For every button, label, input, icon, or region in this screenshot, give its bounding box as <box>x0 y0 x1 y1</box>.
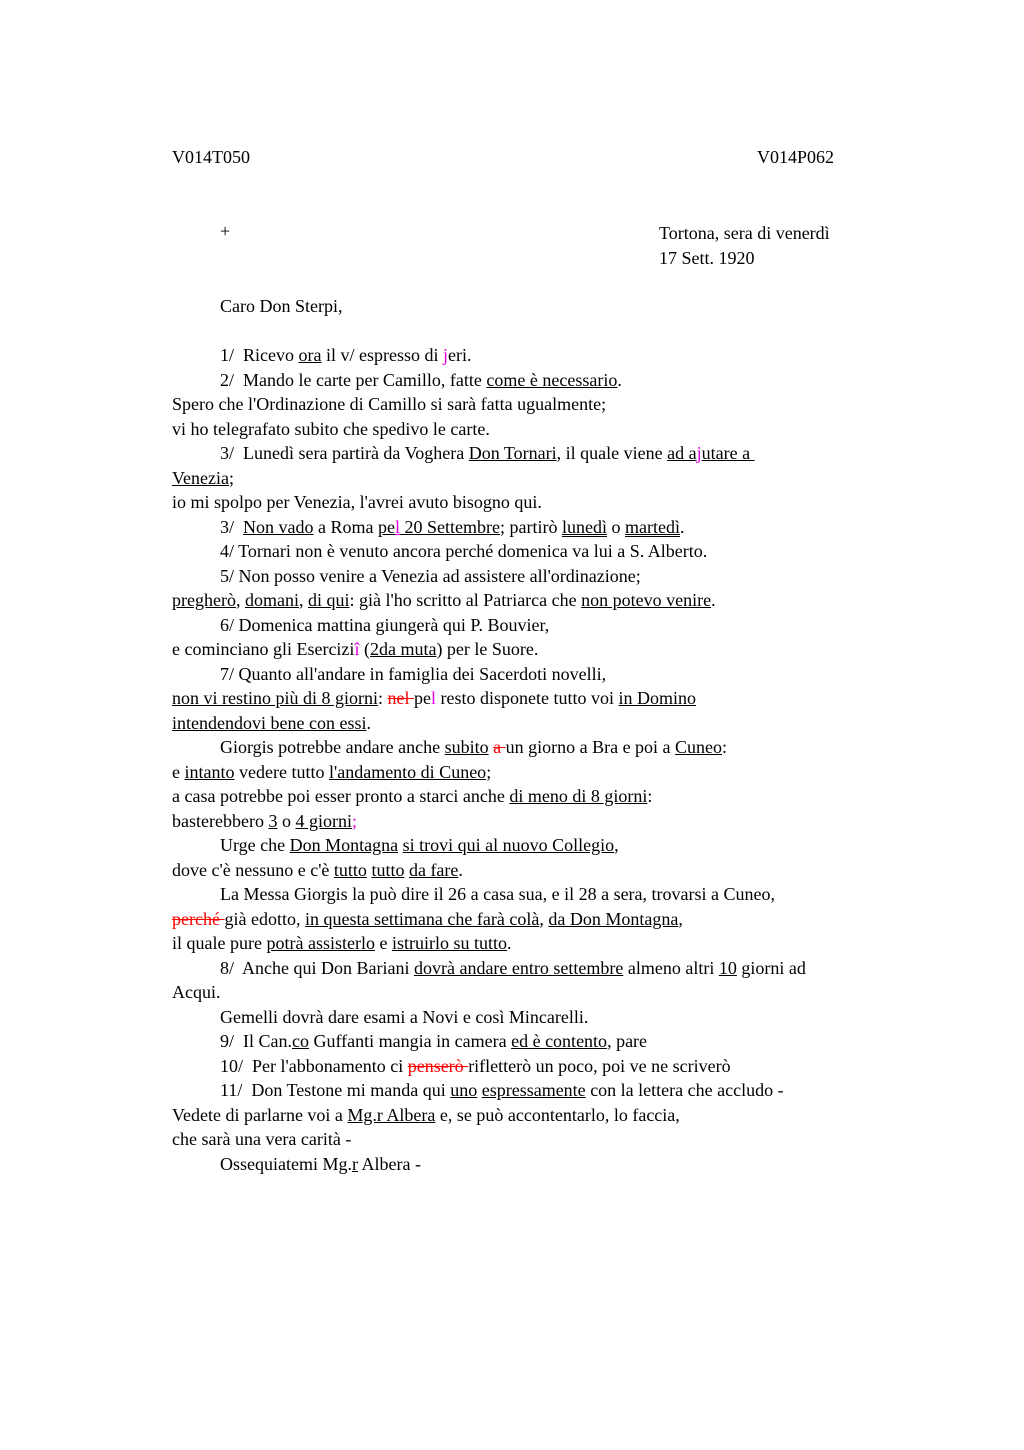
text-segment: vedere tutto <box>234 761 329 782</box>
letter-line <box>172 1078 912 1103</box>
text-segment: dove c'è nessuno e c'è <box>172 859 334 880</box>
text-segment: . <box>506 933 512 953</box>
text-segment: : <box>378 688 388 708</box>
text-segment: Vedete di parlarne voi a <box>172 1104 348 1125</box>
text-segment: Guffanti mangia in camera <box>309 1031 512 1051</box>
text-segment: ; <box>486 761 492 782</box>
letter-line: Gemelli dovrà dare esami a Novi e così Mincarelli. <box>220 1006 589 1027</box>
text-segment: rifletterò un poco, poi ve ne scriverò <box>468 1055 731 1076</box>
text-segment: , <box>614 835 619 855</box>
text-segment: ; partirò <box>500 516 562 537</box>
underlined-text: lunedì <box>562 516 607 537</box>
inserted-text: ; <box>351 810 357 831</box>
letter-line <box>172 368 912 393</box>
text-segment: : <box>647 786 653 806</box>
text-segment: un giorno a Bra e poi a <box>505 737 676 757</box>
text-segment: a casa potrebbe poi esser pronto a starci anche <box>172 786 510 806</box>
letter-line <box>172 637 912 662</box>
inserted-text: j <box>442 345 448 365</box>
underlined-text: istruirlo su tutto <box>391 933 507 953</box>
underlined-text: Venezia <box>172 467 229 488</box>
underlined-text: ora <box>298 345 322 365</box>
letter-line <box>172 588 912 613</box>
text-segment: Urge che <box>220 835 290 855</box>
text-segment: 10/ Per l'abbonamento ci <box>220 1055 408 1076</box>
letter-line <box>172 907 912 932</box>
underlined-text: 20 Settembre <box>400 516 501 537</box>
letter-line: che sarà una vera carità - <box>172 1129 352 1149</box>
letter-line <box>172 760 912 785</box>
text-segment: 9/ Il Can. <box>220 1031 292 1051</box>
text-segment: : già l'ho scritto al Patriarca che <box>349 590 582 610</box>
underlined-text: di meno di 8 giorni <box>509 786 648 806</box>
underlined-text: 10 <box>718 957 737 978</box>
letter-line <box>172 735 912 760</box>
inserted-text: l <box>431 688 437 708</box>
text-segment: e, se può accontentarlo, lo faccia, <box>435 1104 680 1125</box>
text-segment: e <box>172 761 185 782</box>
text-segment: a Roma <box>313 516 379 537</box>
text-segment: ( <box>359 639 370 659</box>
text-segment: , il quale viene <box>556 443 668 463</box>
salutation: Caro Don Sterpi, <box>220 296 343 316</box>
letter-line: Spero che l'Ordinazione di Camillo si sarà fatta ugualmente; <box>172 394 607 414</box>
underlined-text: 3 <box>268 810 278 831</box>
text-segment: 11/ Don Testone mi manda qui <box>220 1080 451 1100</box>
letter-line: vi ho telegrafato subito che spedivo le carte. <box>172 418 490 439</box>
letter-line <box>172 1152 912 1177</box>
underlined-text: come è necessario <box>486 369 618 390</box>
text-segment: ) per le Suore. <box>436 639 539 659</box>
text-segment: Giorgis potrebbe andare anche <box>220 737 445 757</box>
letter-line <box>172 711 912 736</box>
letter-line: 4/ Tornari non è venuto ancora perché domenica va lui a S. Alberto. <box>220 541 708 561</box>
deleted-text: a <box>493 737 506 757</box>
document-code-right: V014P062 <box>757 147 835 167</box>
text-segment: o <box>277 810 296 831</box>
underlined-text: intendendovi bene con essi <box>172 712 367 733</box>
deleted-text: nel <box>387 688 415 708</box>
inserted-text: j <box>696 443 702 463</box>
deleted-text: perché <box>172 908 225 929</box>
underlined-text: co <box>292 1031 309 1051</box>
text-segment: . <box>366 712 371 733</box>
text-segment: . <box>711 590 716 610</box>
place-date <box>659 221 830 270</box>
text-segment: il v/ espresso di <box>321 345 443 365</box>
letter-line: 5/ Non posso venire a Venezia ad assistere all'ordinazione; <box>220 565 641 586</box>
text-segment: con la lettera che accludo - <box>585 1080 784 1100</box>
text-segment: e <box>374 933 392 953</box>
underlined-text: uno <box>450 1080 478 1100</box>
underlined-text: potrà assisterlo <box>266 933 375 953</box>
blank-line <box>172 319 912 344</box>
underlined-text: pe <box>378 516 396 537</box>
underlined-text: in questa settimana che farà colà <box>304 908 540 929</box>
underlined-text: 4 giorni <box>295 810 352 831</box>
place-date-line-2: 17 Sett. 1920 <box>659 247 755 268</box>
letter-body <box>172 294 912 1176</box>
letter-line <box>172 1054 912 1079</box>
text-segment: eri. <box>448 345 472 365</box>
text-segment: basterebbero <box>172 810 269 831</box>
letter-line <box>172 931 912 956</box>
underlined-text: martedì <box>625 516 680 537</box>
text-segment: 3/ <box>220 516 244 537</box>
letter-line <box>172 1029 912 1054</box>
inserted-text: l <box>395 516 401 537</box>
underlined-text: tutto <box>371 859 405 880</box>
text-segment: : <box>722 737 728 757</box>
underlined-text: Don Tornari <box>468 443 557 463</box>
underlined-text: da fare <box>408 859 459 880</box>
letter-line: Acqui. <box>172 982 221 1002</box>
text-segment: , <box>539 908 549 929</box>
underlined-text: ed è contento <box>511 1031 608 1051</box>
underlined-text: di qui <box>307 590 350 610</box>
letter-line <box>172 956 912 981</box>
underlined-text: l'andamento di Cuneo <box>328 761 487 782</box>
letter-line: 7/ Quanto all'andare in famiglia dei Sacerdoti novelli, <box>220 663 607 684</box>
letter-line <box>172 466 912 491</box>
text-segment: Albera - <box>358 1153 421 1174</box>
underlined-text: 2da muta <box>369 639 437 659</box>
underlined-text: non vi restino più di 8 giorni <box>172 688 378 708</box>
underlined-text: non potevo venire <box>581 590 712 610</box>
document-code-left: V014T050 <box>172 147 250 167</box>
text-segment: 2/ Mando le carte per Camillo, fatte <box>220 369 487 390</box>
text-segment: e cominciano gli Esercizi <box>172 639 355 659</box>
letter-line <box>172 809 912 834</box>
underlined-text: tutto <box>333 859 367 880</box>
underlined-text: domani <box>244 590 299 610</box>
letter-line <box>172 515 912 540</box>
text-segment: ; <box>228 467 234 488</box>
letter-line: 6/ Domenica mattina giungerà qui P. Bouvier, <box>220 614 550 635</box>
text-segment: 3/ Lunedì sera partirà da Voghera <box>220 443 469 463</box>
letter-line <box>172 343 912 368</box>
text-segment: già edotto, <box>224 908 305 929</box>
text-segment: giorni ad <box>736 957 811 978</box>
text-segment: 1/ Ricevo <box>220 345 299 365</box>
letter-line <box>172 833 912 858</box>
letter-line: io mi spolpo per Venezia, l'avrei avuto bisogno qui. <box>172 492 542 512</box>
text-segment: pe <box>414 688 432 708</box>
text-segment: , <box>678 908 683 929</box>
text-segment: Ossequiatemi Mg. <box>220 1153 352 1174</box>
underlined-text: Mg.r Albera <box>347 1104 436 1125</box>
text-segment: . <box>679 516 685 537</box>
cross-symbol: + <box>220 221 231 241</box>
text-segment: 8/ Anche qui Don Bariani <box>220 957 414 978</box>
text-segment: , <box>298 590 308 610</box>
letter-line <box>172 858 912 883</box>
deleted-text: penserò <box>407 1055 469 1076</box>
underlined-text: r <box>352 1153 358 1174</box>
letter-line: La Messa Giorgis la può dire il 26 a casa sua, e il 28 a sera, trovarsi a Cuneo, <box>220 884 776 904</box>
letter-line <box>172 686 912 711</box>
underlined-text: in Domino <box>618 688 697 708</box>
text-segment: resto disponete tutto voi <box>436 688 619 708</box>
letter-line <box>172 441 912 466</box>
underlined-text: subito <box>444 737 489 757</box>
letter-line <box>172 1103 912 1128</box>
text-segment: . <box>617 369 622 390</box>
underlined-text: utare a <box>701 443 755 463</box>
text-segment: , <box>235 590 245 610</box>
underlined-text: si trovi qui al nuovo Collegio <box>402 835 615 855</box>
inserted-text: î <box>354 639 360 659</box>
underlined-text: espressamente <box>481 1080 586 1100</box>
underlined-text: Non vado <box>243 516 314 537</box>
underlined-text: dovrà andare entro settembre <box>413 957 624 978</box>
underlined-text: Cuneo <box>675 737 723 757</box>
underlined-text: intanto <box>184 761 235 782</box>
text-segment: almeno altri <box>623 957 719 978</box>
letter-line <box>172 784 912 809</box>
text-segment: o <box>607 516 625 537</box>
underlined-text: Don Montagna <box>289 835 399 855</box>
text-segment: , pare <box>607 1031 648 1051</box>
underlined-text: da Don Montagna <box>548 908 679 929</box>
place-date-line-1: Tortona, sera di venerdì <box>659 223 830 243</box>
underlined-text: pregherò <box>172 590 236 610</box>
text-segment: . <box>458 859 463 880</box>
text-segment: il quale pure <box>172 933 267 953</box>
underlined-text: ad a <box>667 443 697 463</box>
